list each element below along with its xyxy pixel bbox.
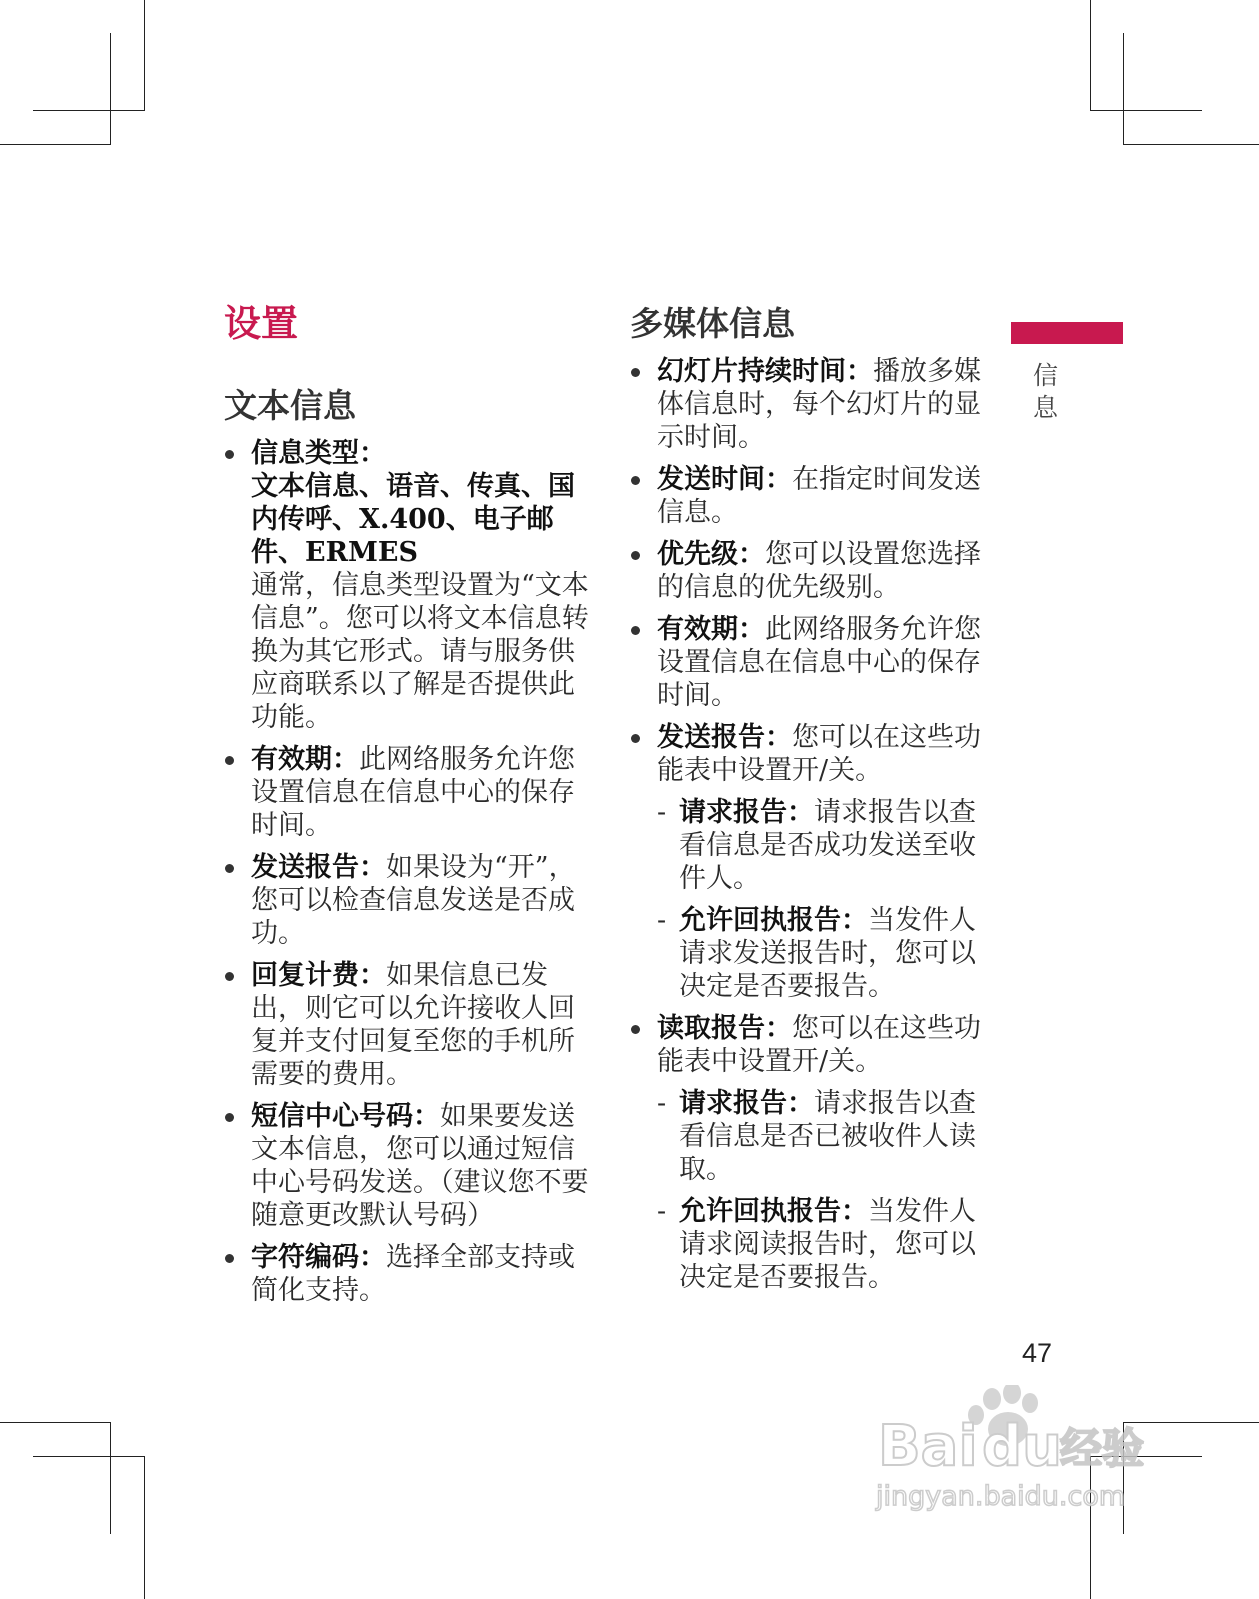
- svg-text:jingyan.baidu.com: jingyan.baidu.com: [876, 1481, 1126, 1512]
- crop-mark: [110, 33, 111, 145]
- crop-mark: [33, 1456, 145, 1457]
- baidu-watermark-logo: [870, 1385, 1170, 1525]
- item-label: 优先级：: [657, 539, 765, 570]
- list-item: [630, 463, 1002, 529]
- item-description: 此网络服务允许您设置信息在信息中心的保存时间。: [251, 744, 575, 841]
- item-label: 短信中心号码：: [251, 1101, 440, 1132]
- item-label: 发送报告：: [657, 722, 792, 753]
- sub-list: [657, 1087, 1002, 1294]
- item-label: 允许回执报告：: [679, 905, 868, 936]
- crop-mark: [1123, 33, 1124, 145]
- list-item: [224, 851, 594, 950]
- list-item: [630, 1012, 1002, 1294]
- list-item: [630, 721, 1002, 1003]
- crop-mark: [1090, 0, 1091, 111]
- svg-text:经验: 经验: [1060, 1424, 1145, 1473]
- item-label: 字符编码：: [251, 1242, 386, 1273]
- svg-text:du: du: [982, 1414, 1062, 1479]
- list-item: [630, 355, 1002, 454]
- sub-list: [657, 796, 1002, 1003]
- subsection-title-multimedia-message: 多媒体信息: [630, 304, 795, 343]
- crop-mark: [1090, 110, 1202, 111]
- item-description: 您可以设置您选择的信息的优先级别。: [657, 539, 981, 603]
- list-item: [224, 1241, 594, 1307]
- item-label: 幻灯片持续时间：: [657, 356, 873, 387]
- multimedia-settings-list: [630, 355, 1002, 1294]
- item-label: 发送报告：: [251, 852, 386, 883]
- sub-list-item: [657, 904, 1002, 1003]
- item-label: 有效期：: [657, 614, 765, 645]
- left-column: [224, 300, 594, 1307]
- item-description: 如果信息已发出，则它可以允许接收人回复并支付回复至您的手机所需要的费用。: [251, 960, 575, 1090]
- item-description: 通常，信息类型设置为“文本信息”。您可以将文本信息转换为其它形式。请与服务供应商联系以了解是否提供此功能。: [251, 570, 589, 733]
- item-description: 请求报告以查看信息是否成功发送至收件人。: [679, 797, 976, 894]
- list-item: [224, 743, 594, 842]
- section-title: 设置: [224, 302, 298, 345]
- item-label: 发送时间：: [657, 464, 792, 495]
- item-label: 有效期：: [251, 744, 359, 775]
- chapter-side-label: 信息: [1033, 361, 1059, 422]
- item-description: 如果设为“开”，您可以检查信息发送是否成功。: [251, 852, 576, 949]
- list-item: [630, 538, 1002, 604]
- item-description: 请求报告以查看信息是否已被收件人读取。: [679, 1088, 976, 1185]
- sub-list-item: [657, 1087, 1002, 1186]
- sub-list-item: [657, 796, 1002, 895]
- page-number: 47: [1022, 1338, 1053, 1368]
- item-options: 文本信息、语音、传真、国内传呼、X.400、电子邮件、ERMES: [251, 471, 575, 568]
- crop-mark: [144, 0, 145, 111]
- item-label: 回复计费：: [251, 960, 386, 991]
- item-description: 当发件人请求阅读报告时，您可以决定是否要报告。: [679, 1196, 976, 1293]
- svg-text:Bai: Bai: [878, 1414, 978, 1479]
- item-description: 选择全部支持或简化支持。: [251, 1242, 575, 1306]
- list-item: [224, 437, 594, 734]
- list-item: [224, 959, 594, 1091]
- text-message-settings-list: [224, 437, 594, 1307]
- item-description: 当发件人请求发送报告时，您可以决定是否要报告。: [679, 905, 976, 1002]
- item-description: 如果要发送文本信息，您可以通过短信中心号码发送。（建议您不要随意更改默认号码）: [251, 1101, 589, 1231]
- item-description: 此网络服务允许您设置信息在信息中心的保存时间。: [657, 614, 981, 711]
- item-label: 读取报告：: [657, 1013, 792, 1044]
- list-item: [224, 1100, 594, 1232]
- item-description: 您可以在这些功能表中设置开/关。: [657, 1013, 981, 1077]
- item-description: 在指定时间发送信息。: [657, 464, 981, 528]
- crop-mark: [33, 110, 145, 111]
- crop-mark: [0, 144, 111, 145]
- crop-mark: [110, 1422, 111, 1534]
- item-label: 信息类型：: [251, 438, 386, 469]
- sub-list-item: [657, 1195, 1002, 1294]
- chapter-tab-marker: [1011, 322, 1123, 344]
- crop-mark: [0, 1422, 111, 1423]
- item-label: 请求报告：: [679, 1088, 814, 1119]
- crop-mark: [1123, 144, 1259, 145]
- crop-mark: [144, 1456, 145, 1599]
- subsection-title-text-message: 文本信息: [224, 386, 356, 425]
- item-label: 请求报告：: [679, 797, 814, 828]
- list-item: [630, 613, 1002, 712]
- item-label: 允许回执报告：: [679, 1196, 868, 1227]
- right-column: [630, 300, 1002, 1294]
- item-description: 您可以在这些功能表中设置开/关。: [657, 722, 981, 786]
- item-description: 播放多媒体信息时，每个幻灯片的显示时间。: [657, 356, 981, 453]
